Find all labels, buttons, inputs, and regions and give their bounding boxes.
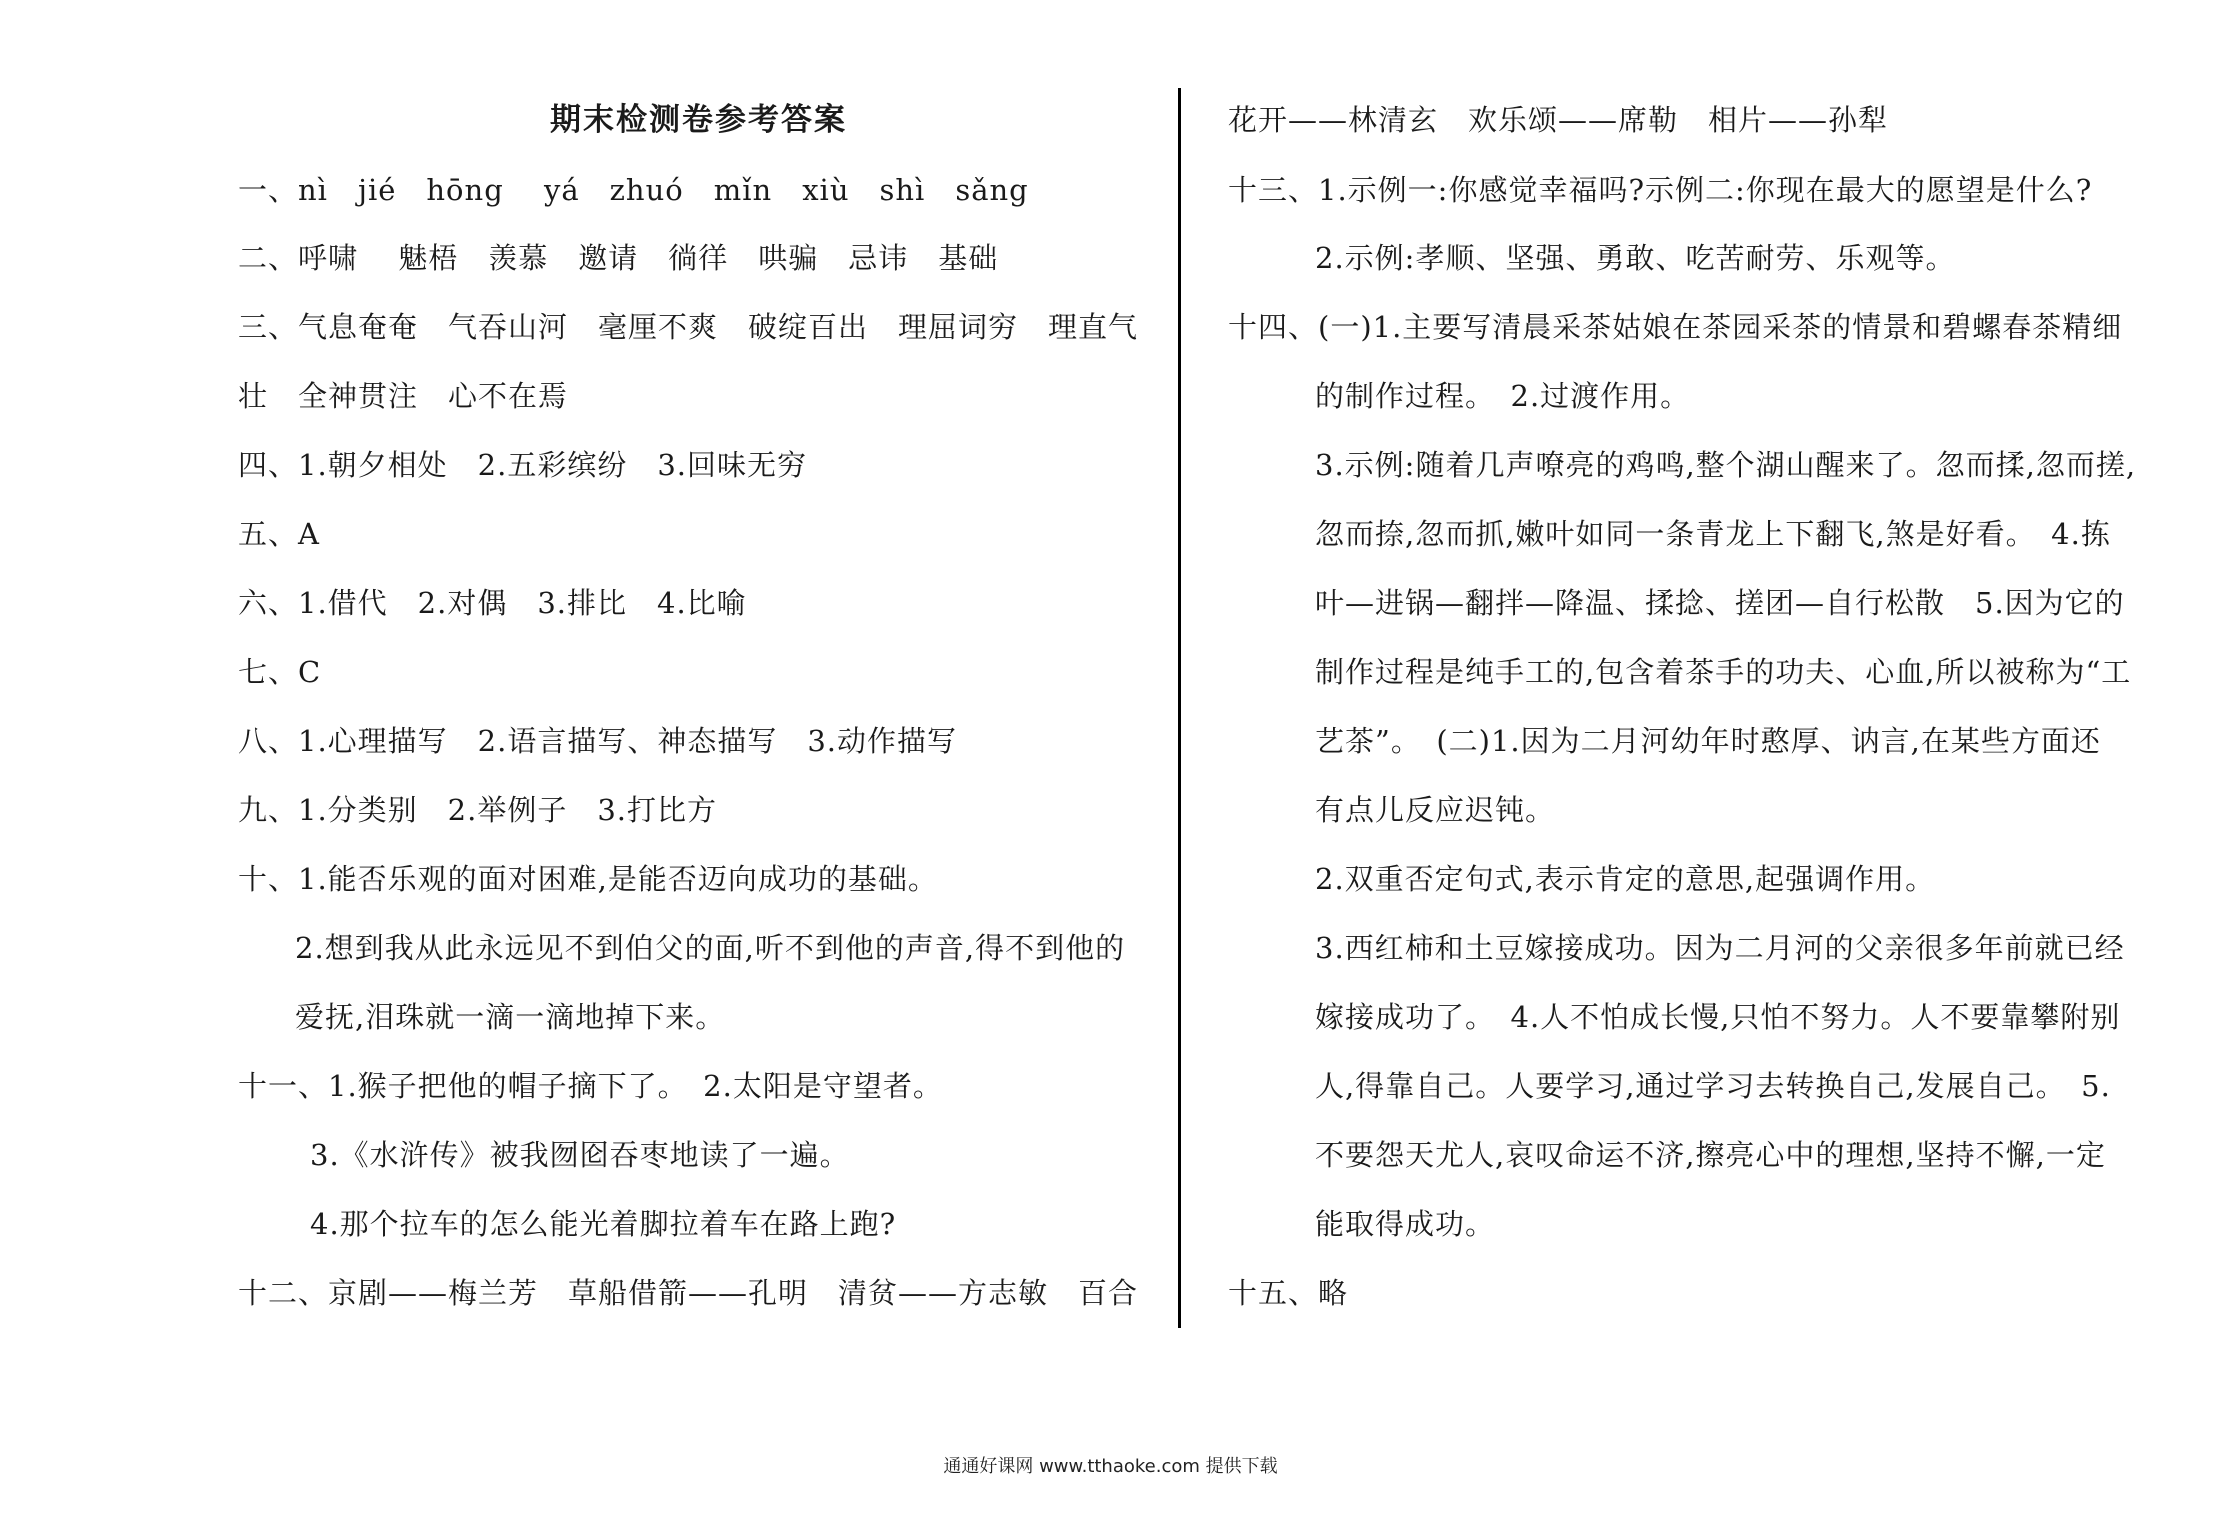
- answer-line: 2.想到我从此永远见不到伯父的面,听不到他的声音,得不到他的: [295, 931, 1126, 965]
- answer-line: 4.那个拉车的怎么能光着脚拉着车在路上跑?: [310, 1207, 897, 1241]
- answer-line: 六、1.借代 2.对偶 3.排比 4.比喻: [238, 586, 747, 620]
- answer-line: 十一、1.猴子把他的帽子摘下了。 2.太阳是守望者。: [238, 1069, 943, 1103]
- answer-line: 九、1.分类别 2.举例子 3.打比方: [238, 793, 718, 827]
- answer-line: 2.示例:孝顺、坚强、勇敢、吃苦耐劳、乐观等。: [1315, 241, 1956, 275]
- answer-line: 一、nì jié hōng yá zhuó mǐn xiù shì sǎng: [238, 173, 1029, 207]
- answer-line: 忽而捺,忽而抓,嫩叶如同一条青龙上下翻飞,煞是好看。 4.拣: [1315, 517, 2111, 551]
- answer-line: 壮 全神贯注 心不在焉: [238, 379, 569, 413]
- answer-line: 艺茶”。 (二)1.因为二月河幼年时憨厚、讷言,在某些方面还: [1315, 724, 2101, 758]
- footer-credit: 通通好课网 www.tthaoke.com 提供下载: [943, 1456, 1278, 1477]
- answer-line: 八、1.心理描写 2.语言描写、神态描写 3.动作描写: [238, 724, 958, 758]
- answer-line: 十三、1.示例一:你感觉幸福吗?示例二:你现在最大的愿望是什么?: [1228, 173, 2093, 207]
- answer-line: 叶—进锅—翻拌—降温、揉捻、搓团—自行松散 5.因为它的: [1315, 586, 2125, 620]
- answer-line: 五、A: [238, 517, 320, 551]
- answer-line: 的制作过程。 2.过渡作用。: [1315, 379, 1691, 413]
- answer-line: 制作过程是纯手工的,包含着茶手的功夫、心血,所以被称为“工: [1315, 655, 2132, 689]
- answer-line: 3.西红柿和土豆嫁接成功。因为二月河的父亲很多年前就已经: [1315, 931, 2125, 965]
- answer-line: 二、呼啸 魅梧 羡慕 邀请 徜徉 哄骗 忌讳 基础: [238, 241, 999, 275]
- answer-line: 能取得成功。: [1315, 1207, 1496, 1241]
- answer-line: 3.示例:随着几声嘹亮的鸡鸣,整个湖山醒来了。忽而揉,忽而搓,: [1315, 448, 2137, 482]
- column-divider: [1178, 88, 1181, 1328]
- answer-line: 十、1.能否乐观的面对困难,是能否迈向成功的基础。: [238, 862, 938, 896]
- answer-line: 四、1.朝夕相处 2.五彩缤纷 3.回味无穷: [238, 448, 808, 482]
- answer-line: 三、气息奄奄 气吞山河 毫厘不爽 破绽百出 理屈词穷 理直气: [238, 310, 1139, 344]
- answer-line: 十四、(一)1.主要写清晨采茶姑娘在茶园采茶的情景和碧螺春茶精细: [1228, 310, 2123, 344]
- page-title: 期末检测卷参考答案: [550, 102, 847, 138]
- answer-line: 爱抚,泪珠就一滴一滴地掉下来。: [295, 1000, 726, 1034]
- answer-line: 花开——林清玄 欢乐颂——席勒 相片——孙犁: [1228, 103, 1889, 137]
- answer-line: 2.双重否定句式,表示肯定的意思,起强调作用。: [1315, 862, 1936, 896]
- answer-line: 有点儿反应迟钝。: [1315, 793, 1556, 827]
- answer-line: 不要怨天尤人,哀叹命运不济,擦亮心中的理想,坚持不懈,一定: [1315, 1138, 2106, 1172]
- answer-line: 十五、略: [1228, 1276, 1349, 1310]
- answer-line: 人,得靠自己。人要学习,通过学习去转换自己,发展自己。 5.: [1315, 1069, 2111, 1103]
- answer-line: 七、C: [238, 655, 322, 689]
- answer-line: 十二、京剧——梅兰芳 草船借箭——孔明 清贫——方志敏 百合: [238, 1276, 1139, 1310]
- answer-line: 3.《水浒传》被我囫囵吞枣地读了一遍。: [310, 1138, 850, 1172]
- answer-line: 嫁接成功了。 4.人不怕成长慢,只怕不努力。人不要靠攀附别: [1315, 1000, 2121, 1034]
